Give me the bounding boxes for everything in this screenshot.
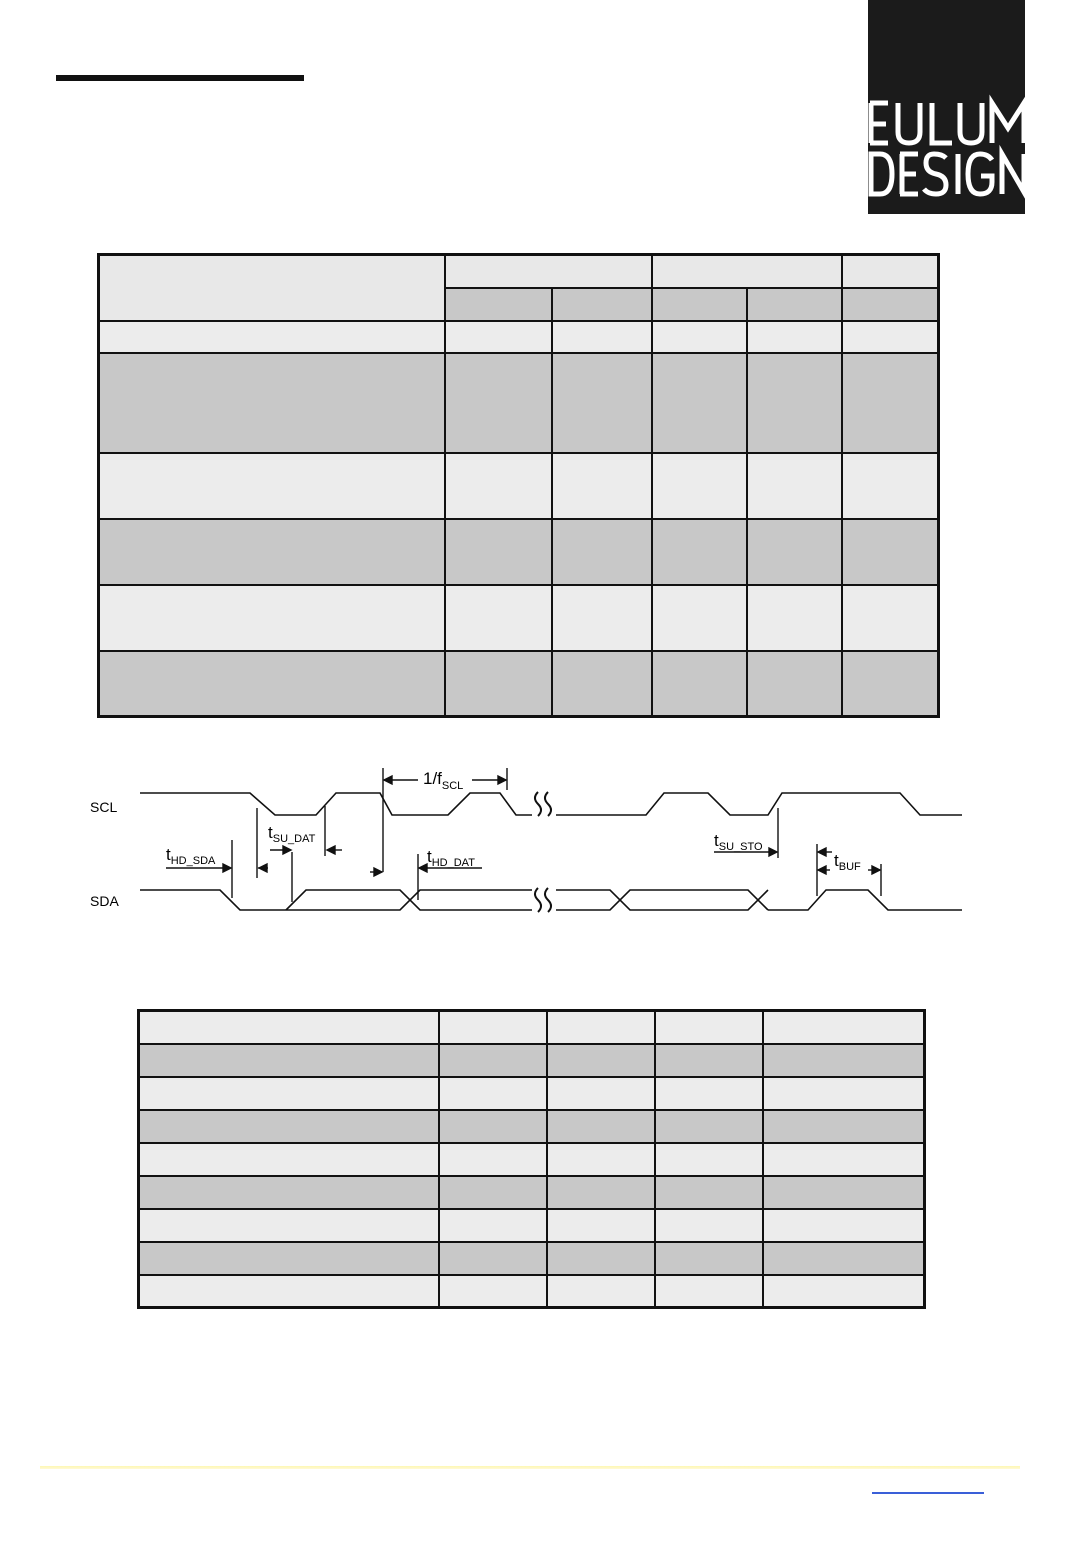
table-cell (547, 1209, 655, 1242)
table-cell (747, 353, 842, 453)
table-cell (445, 519, 552, 585)
table-header-cell (139, 1011, 439, 1044)
table-cell (547, 1077, 655, 1110)
table-cell (139, 1176, 439, 1209)
table-cell (552, 321, 652, 353)
table-row (139, 1110, 925, 1143)
table-cell (139, 1110, 439, 1143)
table-cell (655, 1275, 763, 1308)
table-cell (547, 1242, 655, 1275)
hd-sda-label: $t_{HD\_SDA}$ (166, 845, 216, 867)
table-cell (439, 1110, 547, 1143)
table-cell (655, 1110, 763, 1143)
table-cell (652, 453, 747, 519)
su-sto-label: $t_{SU\_STO}$ (714, 831, 763, 853)
table-cell (139, 1275, 439, 1308)
table-cell (763, 1077, 925, 1110)
table-row (99, 321, 939, 353)
table-cell (445, 585, 552, 651)
table-cell (763, 1176, 925, 1209)
timing-characteristics-table (137, 1009, 926, 1309)
table-cell (763, 1275, 925, 1308)
table-header-group (652, 255, 842, 288)
table-cell (445, 321, 552, 353)
i2c-timing-diagram (80, 760, 980, 930)
table-cell (439, 1176, 547, 1209)
table-cell (655, 1242, 763, 1275)
table-header-cell (547, 1011, 655, 1044)
table-cell (652, 321, 747, 353)
buf-label: $t_{BUF}$ (834, 851, 861, 873)
table-cell (842, 453, 939, 519)
table-row (99, 453, 939, 519)
table-cell (439, 1209, 547, 1242)
su-dat-label: $t_{SU\_DAT}$ (268, 823, 316, 845)
table-header-group (445, 255, 652, 288)
table-row (139, 1275, 925, 1308)
table-cell (547, 1176, 655, 1209)
table-header-row (139, 1011, 925, 1044)
eulum-design-logo (868, 0, 1025, 214)
table-cell (99, 321, 445, 353)
table-cell (139, 1143, 439, 1176)
footer-divider (40, 1466, 1020, 1469)
hd-dat-label: $t_{HD\_DAT}$ (427, 847, 475, 869)
su-dat-marker (257, 806, 342, 902)
table-cell (99, 453, 445, 519)
table-cell (439, 1044, 547, 1077)
table-cell (763, 1110, 925, 1143)
table-cell (747, 519, 842, 585)
table-cell (99, 353, 445, 453)
table-cell (99, 651, 445, 717)
table-cell (552, 585, 652, 651)
table-cell (655, 1143, 763, 1176)
table-row (139, 1143, 925, 1176)
table-subheader-cell (842, 288, 939, 321)
table-subheader-cell (747, 288, 842, 321)
table-cell (652, 585, 747, 651)
table-row (99, 519, 939, 585)
table-cell (139, 1077, 439, 1110)
table-cell (445, 353, 552, 453)
table-cell (99, 585, 445, 651)
table-cell (842, 321, 939, 353)
table-cell (547, 1044, 655, 1077)
table-cell (842, 519, 939, 585)
table-cell (842, 353, 939, 453)
table-cell (763, 1242, 925, 1275)
table-cell (652, 519, 747, 585)
table-row (139, 1077, 925, 1110)
table-cell (445, 453, 552, 519)
sda-break-mark (535, 888, 551, 912)
table-cell (139, 1242, 439, 1275)
table-cell (655, 1176, 763, 1209)
table-row (139, 1044, 925, 1077)
table-header-cell (99, 255, 445, 321)
table-subheader-cell (552, 288, 652, 321)
table-cell (747, 651, 842, 717)
table-cell (763, 1044, 925, 1077)
table-header-group (842, 255, 939, 288)
table-row (99, 353, 939, 453)
table-header-cell (439, 1011, 547, 1044)
table-cell (547, 1275, 655, 1308)
table-cell (655, 1209, 763, 1242)
table-subheader-cell (652, 288, 747, 321)
table-cell (552, 519, 652, 585)
table-row (99, 585, 939, 651)
electrical-characteristics-table (97, 253, 940, 718)
table-cell (439, 1242, 547, 1275)
footer-link-underline[interactable] (872, 1492, 984, 1494)
table-cell (439, 1077, 547, 1110)
table-cell (445, 651, 552, 717)
table-cell (547, 1143, 655, 1176)
table-cell (99, 519, 445, 585)
table-row (139, 1242, 925, 1275)
table-cell (652, 651, 747, 717)
table-cell (747, 585, 842, 651)
table-cell (747, 453, 842, 519)
sda-signal-label: SDA (90, 893, 119, 909)
table-cell (842, 585, 939, 651)
table-cell (439, 1275, 547, 1308)
table-cell (552, 651, 652, 717)
table-row (139, 1209, 925, 1242)
title-underline (56, 75, 304, 81)
scl-break-mark (535, 792, 551, 816)
table-row (99, 651, 939, 717)
table-cell (139, 1044, 439, 1077)
table-row (139, 1176, 925, 1209)
table-cell (439, 1143, 547, 1176)
table-cell (763, 1143, 925, 1176)
scl-period-label: $1/f_{SCL}$ (423, 769, 464, 792)
table-header-cell (655, 1011, 763, 1044)
table-cell (552, 453, 652, 519)
table-cell (763, 1209, 925, 1242)
table-subheader-cell (445, 288, 552, 321)
logo-wordmark (868, 0, 1025, 214)
table-cell (655, 1044, 763, 1077)
table-cell (842, 651, 939, 717)
scl-signal-label: SCL (90, 799, 118, 815)
table-cell (139, 1209, 439, 1242)
table-cell (547, 1110, 655, 1143)
table-cell (552, 353, 652, 453)
table-header-cell (763, 1011, 925, 1044)
table-cell (747, 321, 842, 353)
table-cell (655, 1077, 763, 1110)
table-cell (652, 353, 747, 453)
